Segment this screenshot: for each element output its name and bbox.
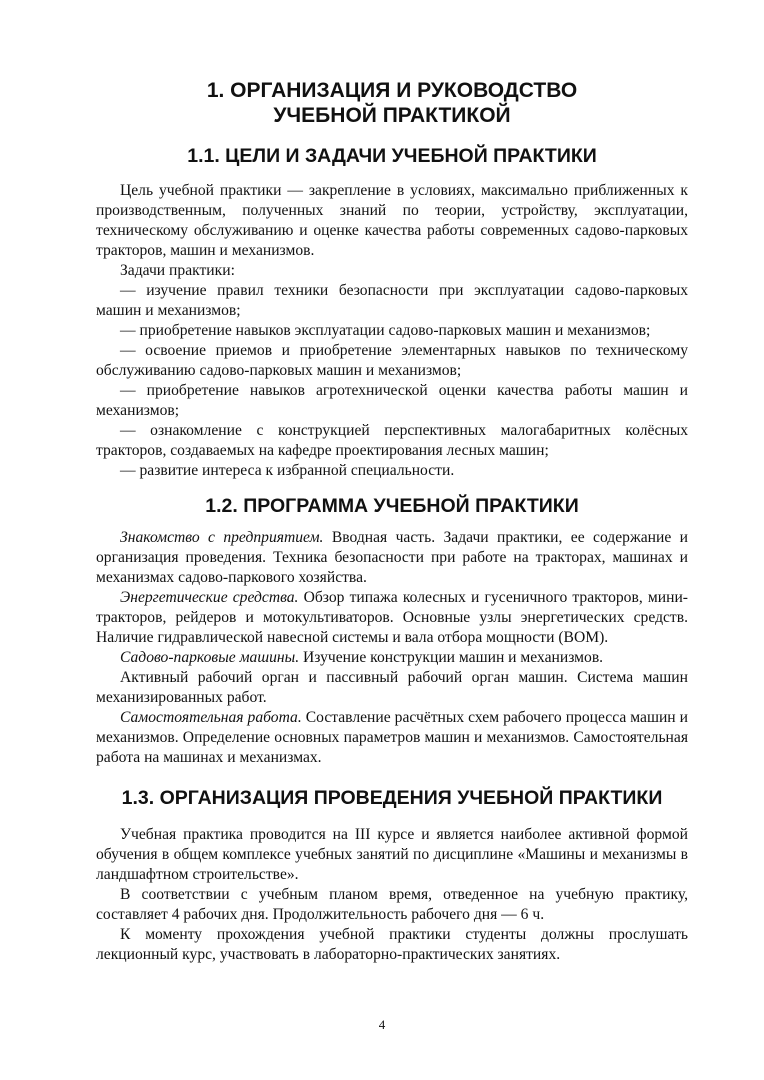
program-item-title: Самостоятельная работа. [120,709,302,726]
program-item-text: Активный рабочий орган и пассивный рабочий орган машин. Система машин механизированных работ. [96,669,688,706]
program-item-title: Энергетические средства. [120,589,299,606]
program-item [96,708,688,768]
task-item: — развитие интереса к избранной специальности. [120,462,455,479]
program-item-text: Обзор типажа колесных и гусеничного тракторов, мини-тракторов, рейдеров и мотокультиваторов. Основные узлы энергетических средств. Наличие гидравлической навесной системы и вала отбора мощности (ВОМ). [96,589,688,646]
task-item: — приобретение навыков агротехнической оценки качества работы машин и механизмов; [96,382,688,419]
task-item: — ознакомление с конструкцией перспективных малогабаритных колёсных тракторов, создаваемых на кафедре проектирования лесных машин; [96,422,688,459]
program-item-title: Знакомство с предприятием. [120,529,324,546]
goal-paragraph: Цель учебной практики — закрепление в условиях, максимально приближенных к производственным, полученных знаний по теории, устройству, эксплуатации, техническому обслуживанию и оценке качества работы современных садово-парковых тракторов, машин и механизмов. [96,182,688,259]
program-item-text: Изучение конструкции машин и механизмов. [299,649,604,666]
organization-paragraph: Учебная практика проводится на III курсе и является наиболее активной формой обучения в общем комплексе учебных занятий по дисциплине «Машины и механизмы в ландшафтном строительстве». [96,826,688,883]
program-item [96,588,688,648]
page-number: 4 [378,1017,386,1032]
task-item: — приобретение навыков эксплуатации садово-парковых машин и механизмов; [120,322,651,339]
task-item: — освоение приемов и приобретение элементарных навыков по техническому обслуживанию садово-парковых машин и механизмов; [96,342,688,379]
chapter-title-line-2: УЧЕБНОЙ ПРАКТИКОЙ [273,104,511,127]
program-item [96,668,688,708]
chapter-title-line-1: 1. ОРГАНИЗАЦИЯ И РУКОВОДСТВО [206,79,578,102]
program-item-title: Садово-парковые машины. [120,649,300,666]
organization-paragraph: В соответствии с учебным планом время, отведенное на учебную практику, составляет 4 рабочих дня. Продолжительность рабочего дня — 6 ч. [96,886,688,923]
program-item-text: Составление расчётных схем рабочего процесса машин и механизмов. Определение основных параметров машин и механизмов. Самостоятельная работа на машинах и механизмах. [96,709,688,766]
task-item: — изучение правил техники безопасности при эксплуатации садово-парковых машин и механизмов; [96,282,688,319]
section-3-heading: 1.3. ОРГАНИЗАЦИЯ ПРОВЕДЕНИЯ УЧЕБНОЙ ПРАКТИКИ [121,787,663,809]
program-item [96,648,688,668]
organization-paragraph: К моменту прохождения учебной практики студенты должны прослушать лекционный курс, участвовать в лабораторно-практических занятиях. [96,926,688,963]
chapter-title [96,78,688,128]
page-content [96,70,688,965]
section-2-heading: 1.2. ПРОГРАММА УЧЕБНОЙ ПРАКТИКИ [205,495,579,517]
program-item [96,528,688,588]
section-1-heading: 1.1. ЦЕЛИ И ЗАДАЧИ УЧЕБНОЙ ПРАКТИКИ [187,145,597,167]
tasks-label: Задачи практики: [120,262,235,279]
program-item-text: Вводная часть. Задачи практики, ее содержание и организация проведения. Техника безопасности при работе на тракторах, машинах и механизмах садово-паркового хозяйства. [96,529,688,586]
